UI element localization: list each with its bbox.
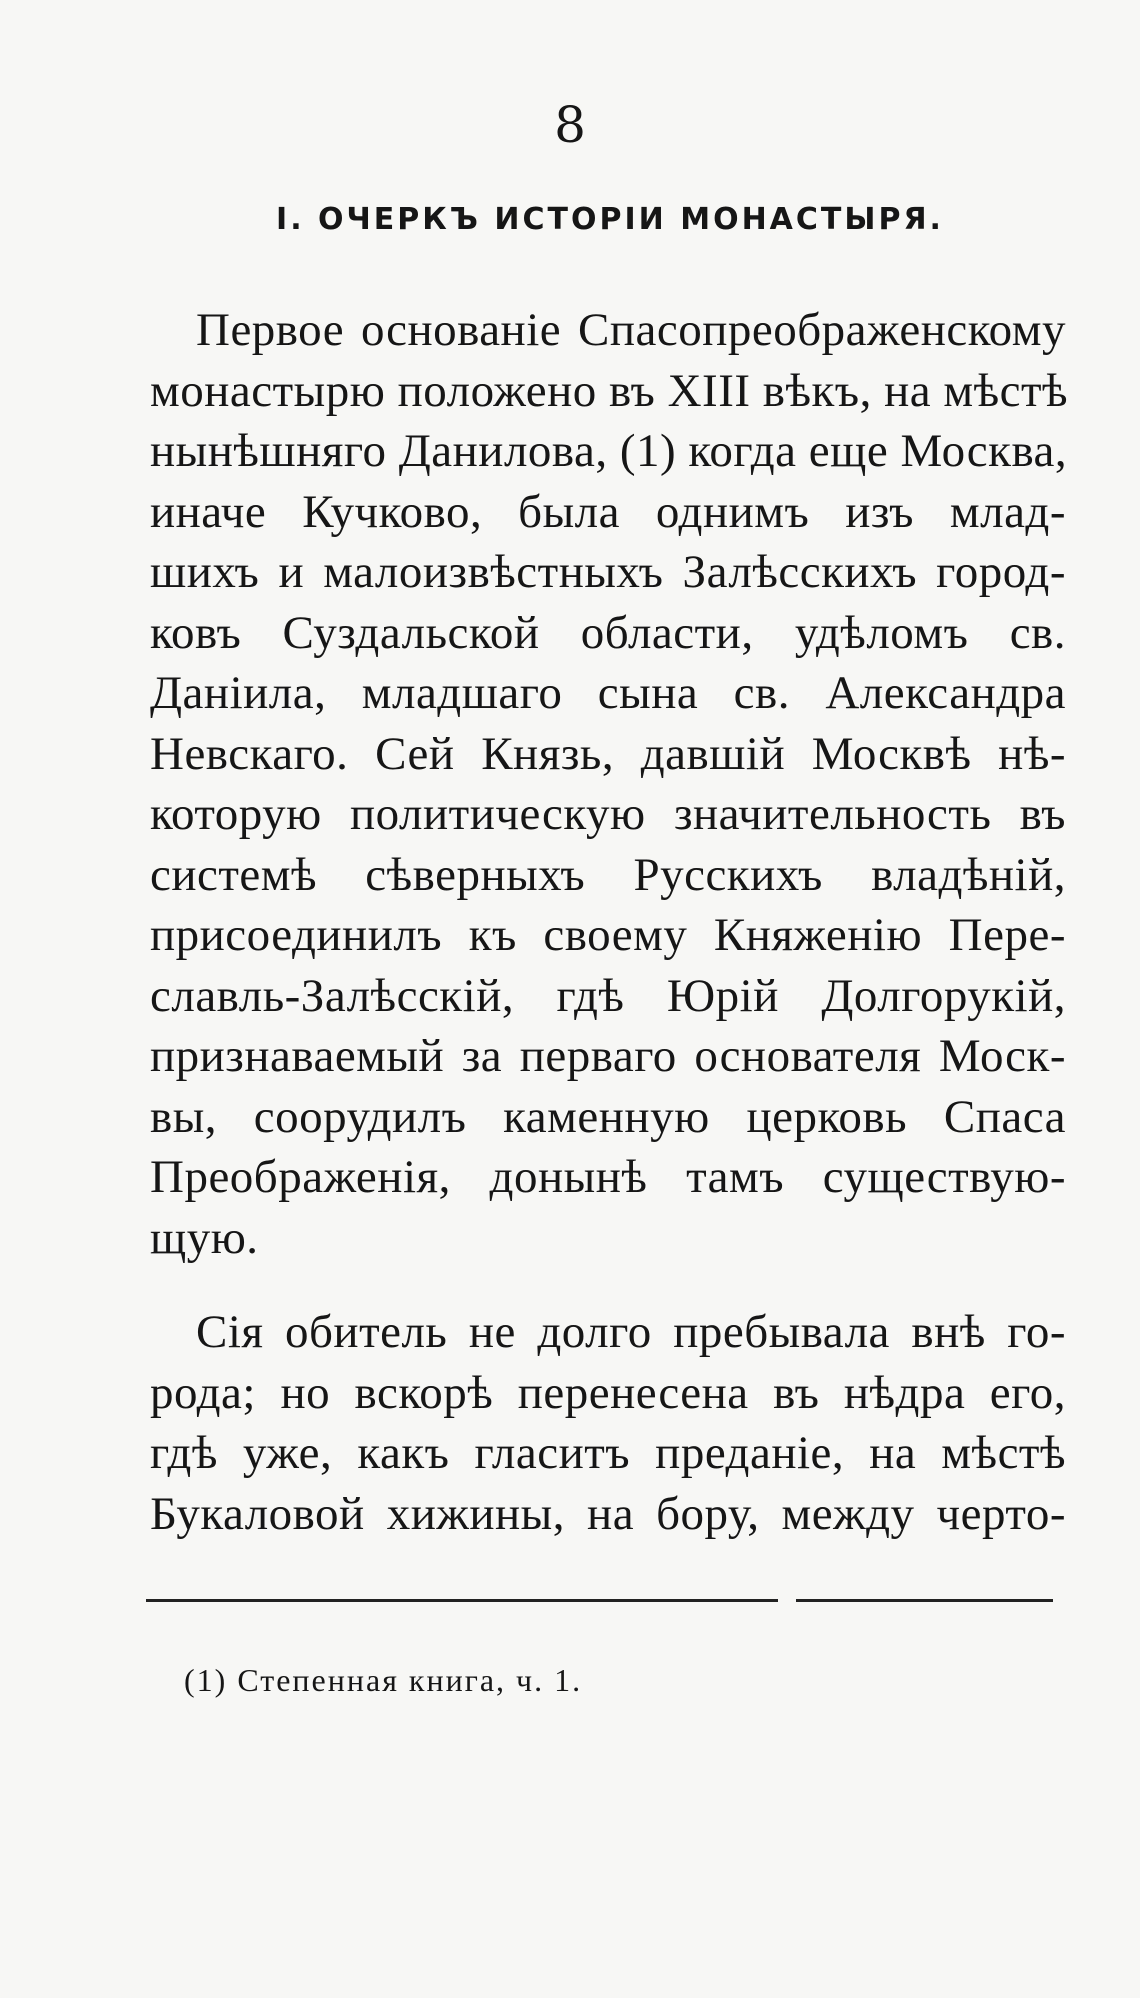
footnote: (1) Степенная книга, ч. 1. [184,1662,583,1698]
text-line: иначе Кучково, была однимъ изъ млад- [150,485,1066,538]
text-line: Даніила, младшаго сына св. Александра [150,667,1066,719]
text-line: гдѣ уже, какъ гласитъ преданіе, на мѣстѣ [150,1427,1066,1479]
text-line: славль-Залѣсскій, гдѣ Юрій Долгорукій, [150,969,1066,1022]
text-line: нынѣшняго Данилова, (1) когда еще Москва, [150,425,1068,477]
section-heading: I. ОЧЕРКЪ ИСТОРІИ МОНАСТЫРЯ. [276,202,944,237]
text-line: системѣ сѣверныхъ Русскихъ владѣній, [150,848,1066,901]
text-line: ковъ Суздальской области, удѣломъ св. [150,606,1066,659]
text-line: монастырю положено въ XIII вѣкъ, на мѣстѣ [150,364,1069,417]
text-line: Преображенія, донынѣ тамъ существую- [150,1151,1066,1203]
text-line: рода; но вскорѣ перенесена въ нѣдра его, [150,1366,1066,1419]
paragraph [150,1302,1066,1544]
footnote-rule [796,1599,1053,1602]
text-line: Букаловой хижины, на бору, между черто- [150,1487,1066,1540]
text-line: признаваемый за перваго основателя Моск- [150,1030,1066,1082]
text-line: Первое основаніе Спасопреображенскому [196,304,1066,356]
footnote-rule [146,1599,778,1602]
text-line: Сія обитель не долго пребывала внѣ го- [196,1306,1066,1358]
text-line: вы, соорудилъ каменную церковь Спаса [150,1090,1066,1143]
text-line: присоединилъ къ своему Княженію Пере- [150,909,1066,961]
text-line: щую. [150,1211,259,1264]
text-line: которую политическую значительность въ [150,788,1066,840]
paragraph [150,300,1069,1268]
page-number: 8 [554,96,586,154]
text-line: шихъ и малоизвѣстныхъ Залѣсскихъ город- [150,546,1066,598]
text-line: Невскаго. Сей Князь, давшій Москвѣ нѣ- [150,727,1066,780]
